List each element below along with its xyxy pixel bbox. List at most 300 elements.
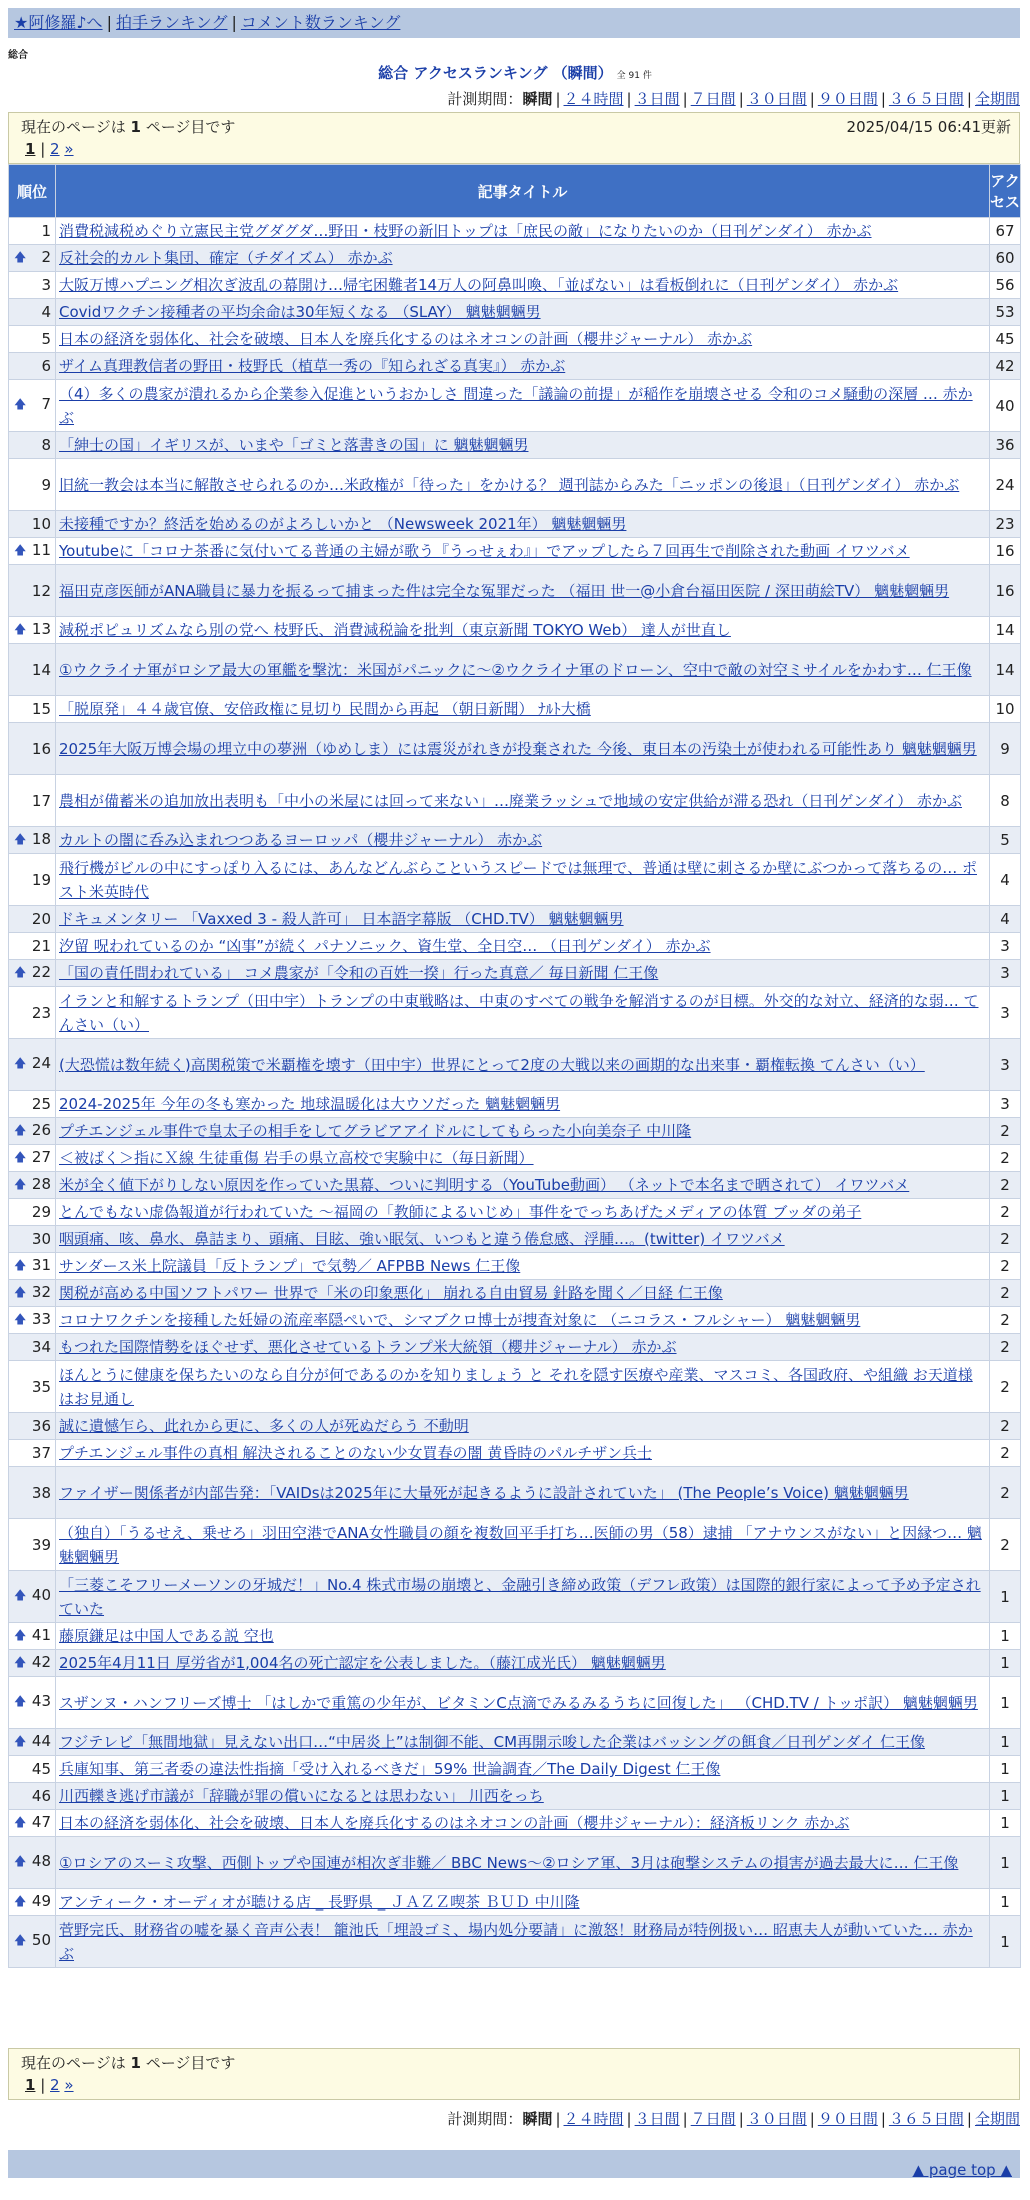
access-count: 2 bbox=[990, 1118, 1021, 1145]
page-info-prefix: 現在のページは bbox=[21, 118, 131, 136]
period-link-30d[interactable]: ３０日間 bbox=[746, 90, 807, 108]
nav-link-comment-ranking[interactable]: コメント数ランキング bbox=[240, 13, 401, 32]
table-row bbox=[9, 1810, 1021, 1837]
table-row bbox=[9, 723, 1021, 775]
arrow-up-icon: 🡅 bbox=[14, 964, 27, 979]
title-cell bbox=[56, 1467, 990, 1519]
title-cell bbox=[56, 380, 990, 432]
rank-cell bbox=[9, 1361, 56, 1413]
article-title-link[interactable]: 菅野完氏、財務省の嘘を暴く音声公表！ 籠池氏「埋設ゴミ、場内処分要請」に激怒！財務局が特例扱い… 昭恵夫人が動いていた… 赤かぶ bbox=[59, 1920, 973, 1963]
title-cell bbox=[56, 1837, 990, 1889]
article-title-link[interactable]: 関税が高める中国ソフトパワー 世界で「米の印象悪化」 崩れる自由貿易 針路を聞く／日経 仁王像 bbox=[59, 1284, 723, 1302]
article-title-link[interactable]: 旧統一教会は本当に解散させられるのか…米政権が「待った」をかける？ 週刊誌からみた「ニッポンの後退」（日刊ゲンダイ） 赤かぶ bbox=[59, 475, 960, 494]
rank-number: 15 bbox=[31, 700, 51, 718]
rank-cell bbox=[9, 565, 56, 617]
access-count: 40 bbox=[990, 380, 1021, 432]
article-title-link[interactable]: ドキュメンタリー 「Vaxxed 3 - 殺人許可」 日本語字幕版 （CHD.TV） 魑魅魍魎男 bbox=[59, 910, 624, 928]
article-title-link[interactable]: 川西轢き逃げ市議が「辞職が罪の償いになるとは思わない」 川西をっち bbox=[59, 1787, 544, 1805]
rank-number: 25 bbox=[31, 1095, 51, 1113]
access-count: 60 bbox=[990, 245, 1021, 272]
title-cell bbox=[56, 538, 990, 565]
pager-next-bottom[interactable]: » bbox=[64, 2076, 74, 2094]
rank-cell bbox=[9, 1091, 56, 1118]
rank-number: 3 bbox=[41, 276, 51, 294]
article-title-link[interactable]: 福田克彦医師がANA職員に暴力を振るって捕まった件は完全な冤罪だった （福田 世一@小倉台福田医院 / 深田萌絵TV） 魑魅魍魎男 bbox=[59, 581, 950, 600]
article-title-link[interactable]: ＜被ばく＞指にＸ線 生徒重傷 岩手の県立高校で実験中に（毎日新聞） bbox=[59, 1149, 534, 1167]
arrow-up-icon: 🡅 bbox=[14, 1149, 27, 1164]
arrow-up-icon: 🡅 bbox=[14, 1694, 27, 1708]
article-title-link[interactable]: イランと和解するトランプ（田中宇）トランプの中東戦略は、中東のすべての戦争を解消するのが目標。外交的な対立、経済的な弱… てんさい（い） bbox=[59, 991, 979, 1034]
title-cell bbox=[56, 1307, 990, 1334]
article-title-link[interactable]: 咽頭痛、咳、鼻水、鼻詰まり、頭痛、目眩、強い眠気、いつもと違う倦怠感、浮腫…。(twitter) イワツバメ bbox=[59, 1230, 785, 1248]
rank-number: 31 bbox=[31, 1255, 51, 1274]
article-title-link[interactable]: (大恐慌は数年続く)高関税策で米覇権を壊す（田中宇）世界にとって2度の大戦以来の画期的な出来事・覇権転換 てんさい（い） bbox=[59, 1055, 925, 1074]
rank-cell bbox=[9, 723, 56, 775]
period-link-90d[interactable]: ９０日間 bbox=[817, 90, 878, 108]
article-title-link[interactable]: アンティーク・オーディオが聴ける店 _ 長野県 _ ＪＡＺＺ喫茶 ＢＵＤ 中川隆 bbox=[59, 1893, 580, 1911]
period-selector-bottom: 計測期間：瞬間 | ２４時間 | ３日間 | ７日間 | ３０日間 | ９０日間 | ３６５日間 | 全期間 bbox=[447, 2110, 1020, 2128]
table-row bbox=[9, 1307, 1021, 1334]
table-row bbox=[9, 1280, 1021, 1307]
rank-number: 12 bbox=[31, 581, 51, 600]
header-title: 記事タイトル bbox=[56, 165, 990, 218]
page-info-current-bottom: 1 bbox=[130, 2054, 141, 2072]
article-title-link[interactable]: 「国の責任問われている」 コメ農家が「令和の百姓一揆」行った真意／ 毎日新聞 仁王像 bbox=[59, 964, 659, 982]
article-title-link[interactable]: 「三菱こそフリーメーソンの牙城だ！」No.4 株式市場の崩壊と、金融引き締め政策（デフレ政策）は国際的銀行家によって予め予定されていた bbox=[59, 1575, 981, 1618]
rank-number: 8 bbox=[41, 436, 51, 454]
article-title-link[interactable]: 飛行機がビルの中にすっぽり入るには、あんなどんぶらこというスピードでは無理で、普通は壁に刺さるか壁にぶつかって落ちるの… ポスト米英時代 bbox=[59, 858, 977, 901]
access-count: 2 bbox=[990, 1334, 1021, 1361]
rank-number: 19 bbox=[31, 870, 51, 889]
article-title-link[interactable]: 大阪万博ハプニング相次ぎ波乱の幕開け…帰宅困難者14万人の阿鼻叫喚、「並ばない」は看板倒れに（日刊ゲンダイ） 赤かぶ bbox=[59, 276, 899, 294]
access-count: 2 bbox=[990, 1172, 1021, 1199]
title-cell bbox=[56, 299, 990, 326]
access-count: 1 bbox=[990, 1677, 1021, 1729]
article-title-link[interactable]: コロナワクチンを接種した妊婦の流産率隠ぺいで、シマブクロ博士が捜査対象に （ニコラス・フルシャー） 魑魅魍魎男 bbox=[59, 1311, 861, 1329]
table-row bbox=[9, 565, 1021, 617]
rank-number: 46 bbox=[31, 1787, 51, 1805]
access-count: 16 bbox=[990, 538, 1021, 565]
table-row bbox=[9, 644, 1021, 696]
article-title-link[interactable]: ①ウクライナ軍がロシア最大の軍艦を撃沈：米国がパニックに～②ウクライナ軍のドローン、空中で敵の対空ミサイルをかわす… 仁王像 bbox=[59, 660, 972, 679]
article-title-link[interactable]: 兵庫知事、第三者委の違法性指摘「受け入れるべきだ」59% 世論調査／The Daily Digest 仁王像 bbox=[59, 1760, 721, 1778]
access-count: 2 bbox=[990, 1440, 1021, 1467]
rank-cell bbox=[9, 1677, 56, 1729]
rank-cell bbox=[9, 1334, 56, 1361]
access-count: 14 bbox=[990, 617, 1021, 644]
article-title-link[interactable]: とんでもない虚偽報道が行われていた ～福岡の「教師によるいじめ」事件をでっちあげたメディアの体質 ブッダの弟子 bbox=[59, 1203, 862, 1221]
article-title-link[interactable]: 消費税減税めぐり立憲民主党グダグダ…野田・枝野の新旧トップは「庶民の敵」になりたいのか（日刊ゲンダイ） 赤かぶ bbox=[59, 222, 872, 240]
rank-number: 37 bbox=[31, 1444, 51, 1462]
page-top-link[interactable]: ▲ page top ▲ bbox=[912, 2161, 1012, 2179]
arrow-up-icon: 🡅 bbox=[14, 1311, 27, 1326]
title-cell bbox=[56, 1039, 990, 1091]
title-cell bbox=[56, 987, 990, 1039]
title-cell bbox=[56, 1889, 990, 1916]
table-row bbox=[9, 459, 1021, 511]
arrow-up-icon: 🡅 bbox=[14, 397, 27, 411]
article-title-link[interactable]: 日本の経済を弱体化、社会を破壊、日本人を廃兵化するのはネオコンの計画（櫻井ジャーナル） 赤かぶ bbox=[59, 330, 753, 348]
rank-cell bbox=[9, 1519, 56, 1571]
table-row bbox=[9, 1413, 1021, 1440]
access-count: 5 bbox=[990, 827, 1021, 854]
title-cell bbox=[56, 1361, 990, 1413]
access-count: 1 bbox=[990, 1783, 1021, 1810]
access-count: 1 bbox=[990, 1756, 1021, 1783]
access-count: 3 bbox=[990, 960, 1021, 987]
rank-number: 34 bbox=[31, 1338, 51, 1356]
article-title-link[interactable]: 未接種ですか？終活を始めるのがよろしいかと （Newsweek 2021年） 魑魅魍魎男 bbox=[59, 515, 627, 533]
title-cell bbox=[56, 1571, 990, 1623]
rank-cell bbox=[9, 617, 56, 644]
rank-cell bbox=[9, 459, 56, 511]
article-title-link[interactable]: （独自）「うるせえ、乗せろ」羽田空港でANA女性職員の顔を複数回平手打ち…医師の男（58）逮捕 「アナウンスがない」と因縁つ… 魑魅魍魎男 bbox=[59, 1523, 982, 1566]
rank-number: 33 bbox=[31, 1309, 51, 1328]
article-title-link[interactable]: ザイム真理教信者の野田・枝野氏（植草一秀の『知られざる真実』） 赤かぶ bbox=[59, 357, 566, 375]
rank-cell bbox=[9, 1783, 56, 1810]
rank-number: 6 bbox=[41, 357, 51, 375]
article-title-link[interactable]: 農相が備蓄米の追加放出表明も「中小の米屋には回って来ない」…廃業ラッシュで地域の安定供給が滞る恐れ（日刊ゲンダイ） 赤かぶ bbox=[59, 791, 962, 810]
rank-cell bbox=[9, 775, 56, 827]
article-title-link[interactable]: ファイザー関係者が内部告発：「VAIDsは2025年に大量死が起きるように設計されていた」 (The People’s Voice) 魑魅魍魎男 bbox=[59, 1483, 909, 1502]
table-row bbox=[9, 1623, 1021, 1650]
updated-timestamp: 2025/04/15 06:41更新 bbox=[846, 118, 1011, 136]
rank-cell bbox=[9, 1226, 56, 1253]
rank-number: 27 bbox=[31, 1147, 51, 1166]
period-label: 計測期間： bbox=[447, 90, 523, 108]
table-row bbox=[9, 1226, 1021, 1253]
rank-number: 7 bbox=[41, 395, 51, 413]
arrow-up-icon: 🡅 bbox=[14, 1284, 27, 1299]
rank-number: 9 bbox=[41, 475, 51, 494]
ranking-table-body bbox=[9, 218, 1021, 1968]
arrow-up-icon: 🡅 bbox=[14, 1627, 27, 1642]
article-title-link[interactable]: 汐留 呪われているのか “凶事”が続く パナソニック、資生堂、全日空… （日刊ゲンダイ） 赤かぶ bbox=[59, 937, 711, 955]
rank-cell bbox=[9, 933, 56, 960]
title-cell bbox=[56, 511, 990, 538]
table-row bbox=[9, 1916, 1021, 1968]
rank-number: 13 bbox=[31, 619, 51, 638]
rank-cell bbox=[9, 1172, 56, 1199]
rank-number: 50 bbox=[31, 1931, 51, 1949]
table-row bbox=[9, 933, 1021, 960]
table-row bbox=[9, 272, 1021, 299]
rank-cell bbox=[9, 1889, 56, 1916]
access-count: 9 bbox=[990, 723, 1021, 775]
rank-number: 42 bbox=[31, 1652, 51, 1671]
total-count: 全 91 件 bbox=[616, 71, 652, 81]
article-title-link[interactable]: Youtubeに「コロナ茶番に気付いてる普通の主婦が歌う『うっせぇわ』」でアップしたら７回再生で削除された動画 イワツバメ bbox=[59, 542, 910, 560]
title-cell bbox=[56, 1756, 990, 1783]
rank-cell bbox=[9, 906, 56, 933]
rank-number: 14 bbox=[31, 660, 51, 679]
article-title-link[interactable]: フジテレビ「無間地獄」見えない出口…“中居炎上”は制御不能、CM再開示唆した企業はバッシングの餌食／日刊ゲンダイ 仁王像 bbox=[59, 1733, 925, 1751]
table-row bbox=[9, 1650, 1021, 1677]
table-row bbox=[9, 1467, 1021, 1519]
rank-cell bbox=[9, 380, 56, 432]
title-cell bbox=[56, 1091, 990, 1118]
rank-number: 29 bbox=[31, 1203, 51, 1221]
access-count: 16 bbox=[990, 565, 1021, 617]
rank-cell bbox=[9, 1145, 56, 1172]
arrow-up-icon: 🡅 bbox=[14, 1654, 27, 1669]
rank-cell bbox=[9, 538, 56, 565]
rank-cell bbox=[9, 1307, 56, 1334]
table-row bbox=[9, 1756, 1021, 1783]
rank-cell bbox=[9, 1253, 56, 1280]
title-cell bbox=[56, 1280, 990, 1307]
title-cell bbox=[56, 326, 990, 353]
title-cell bbox=[56, 1172, 990, 1199]
title-cell bbox=[56, 617, 990, 644]
access-count: 2 bbox=[990, 1226, 1021, 1253]
rank-cell bbox=[9, 299, 56, 326]
table-row bbox=[9, 1571, 1021, 1623]
rank-number: 38 bbox=[31, 1483, 51, 1502]
arrow-up-icon: 🡅 bbox=[14, 1588, 27, 1602]
title-cell bbox=[56, 827, 990, 854]
table-row bbox=[9, 1361, 1021, 1413]
article-title-link[interactable]: カルトの闇に呑み込まれつつあるヨーロッパ（櫻井ジャーナル） 赤かぶ bbox=[59, 831, 543, 849]
title-cell bbox=[56, 245, 990, 272]
period-link-3d-bottom[interactable]: ３日間 bbox=[634, 2110, 680, 2128]
access-count: 53 bbox=[990, 299, 1021, 326]
rank-cell bbox=[9, 511, 56, 538]
rank-number: 17 bbox=[31, 791, 51, 810]
rank-cell bbox=[9, 1729, 56, 1756]
access-count: 8 bbox=[990, 775, 1021, 827]
nav-separator: | bbox=[231, 13, 237, 32]
article-title-link[interactable]: もつれた国際情勢をほぐせず、悪化させているトランプ米大統領（櫻井ジャーナル） 赤かぶ bbox=[59, 1338, 677, 1356]
access-count: 3 bbox=[990, 987, 1021, 1039]
article-title-link[interactable]: 2024-2025年 今年の冬も寒かった 地球温暖化は大ウソだった 魑魅魍魎男 bbox=[59, 1095, 561, 1113]
table-row bbox=[9, 245, 1021, 272]
period-link-7d[interactable]: ７日間 bbox=[690, 90, 736, 108]
article-title-link[interactable]: 2025年4月11日 厚労省が1,004名の死亡認定を公表しました。（藤江成光氏） 魑魅魍魎男 bbox=[59, 1654, 666, 1672]
rank-number: 10 bbox=[31, 515, 51, 533]
rank-number: 44 bbox=[31, 1731, 51, 1750]
bottom-bar bbox=[8, 2150, 1020, 2178]
article-title-link[interactable]: プチエンジェル事件の真相 解決されることのない少女買春の闇 黄昏時のパルチザン兵士 bbox=[59, 1444, 652, 1462]
rank-number: 21 bbox=[31, 937, 51, 955]
rank-cell bbox=[9, 696, 56, 723]
title-cell bbox=[56, 1413, 990, 1440]
title-cell bbox=[56, 1810, 990, 1837]
access-count: 1 bbox=[990, 1889, 1021, 1916]
title-cell bbox=[56, 1334, 990, 1361]
article-title-link[interactable]: 米が全く値下がりしない原因を作っていた黒幕、ついに判明する（YouTube動画） （ネットで本名まで晒されて） イワツバメ bbox=[59, 1176, 910, 1194]
article-title-link[interactable]: 「紳士の国」イギリスが、いまや「ゴミと落書きの国」に 魑魅魍魎男 bbox=[59, 436, 529, 454]
arrow-up-icon: 🡅 bbox=[14, 249, 27, 264]
table-row bbox=[9, 617, 1021, 644]
table-row bbox=[9, 1145, 1021, 1172]
period-link-3d[interactable]: ３日間 bbox=[634, 90, 680, 108]
rank-number: 23 bbox=[31, 1003, 51, 1022]
table-row bbox=[9, 1519, 1021, 1571]
rank-number: 40 bbox=[31, 1586, 51, 1604]
article-title-link[interactable]: ほんとうに健康を保ちたいのなら自分が何であるのかを知りましょう と それを隠す医療や産業、マスコミ、各国政府、や組織 お天道様はお見通し bbox=[59, 1365, 973, 1408]
pager-current-page: 1 bbox=[25, 140, 36, 158]
arrow-up-icon: 🡅 bbox=[14, 1814, 27, 1829]
nav-separator: | bbox=[106, 13, 112, 32]
period-link-365d[interactable]: ３６５日間 bbox=[888, 90, 964, 108]
period-link-90d-bottom[interactable]: ９０日間 bbox=[817, 2110, 878, 2128]
rank-number: 32 bbox=[31, 1282, 51, 1301]
rank-cell bbox=[9, 1118, 56, 1145]
rank-number: 16 bbox=[31, 739, 51, 758]
title-cell bbox=[56, 1519, 990, 1571]
article-title-link[interactable]: 減税ポピュリズムなら別の党へ 枝野氏、消費減税論を批判（東京新聞 TOKYO Web） 達人が世直し bbox=[59, 621, 731, 639]
rank-cell bbox=[9, 218, 56, 245]
arrow-up-icon: 🡅 bbox=[14, 542, 27, 557]
table-row bbox=[9, 1783, 1021, 1810]
table-row bbox=[9, 1889, 1021, 1916]
article-title-link[interactable]: プチエンジェル事件で皇太子の相手をしてグラビアアイドルにしてもらった小向美奈子 中川隆 bbox=[59, 1122, 692, 1140]
access-count: 4 bbox=[990, 854, 1021, 906]
article-title-link[interactable]: ①ロシアのスーミ攻撃、西側トップや国連が相次ぎ非難／ BBC News～②ロシア軍、3月は砲撃システムの損害が過去最大に… 仁王像 bbox=[59, 1853, 959, 1872]
period-link-all-bottom[interactable]: 全期間 bbox=[974, 2110, 1020, 2128]
access-count: 45 bbox=[990, 326, 1021, 353]
rank-number: 26 bbox=[31, 1120, 51, 1139]
title-cell bbox=[56, 854, 990, 906]
article-title-link[interactable]: サンダース米上院議員「反トランプ」で気勢／ AFPBB News 仁王像 bbox=[59, 1257, 521, 1275]
rank-cell bbox=[9, 1440, 56, 1467]
article-title-link[interactable]: 日本の経済を弱体化、社会を破壊、日本人を廃兵化するのはネオコンの計画（櫻井ジャーナル）：経済板リンク 赤かぶ bbox=[59, 1814, 850, 1832]
table-row bbox=[9, 1440, 1021, 1467]
title-cell bbox=[56, 1118, 990, 1145]
article-title-link[interactable]: （4）多くの農家が潰れるから企業参入促進というおかしさ 間違った「議論の前提」が稲作を崩壊させる 令和のコメ騒動の深層 … 赤かぶ bbox=[59, 384, 973, 427]
access-count: 10 bbox=[990, 696, 1021, 723]
article-title-link[interactable]: 「脱原発」４４歳官僚、安倍政権に見切り 民間から再起 （朝日新聞） ﾅﾙﾄ大橋 bbox=[59, 700, 591, 718]
title-cell bbox=[56, 644, 990, 696]
access-count: 42 bbox=[990, 353, 1021, 380]
period-link-7d-bottom[interactable]: ７日間 bbox=[690, 2110, 736, 2128]
title-cell bbox=[56, 1623, 990, 1650]
period-link-30d-bottom[interactable]: ３０日間 bbox=[746, 2110, 807, 2128]
access-count: 2 bbox=[990, 1145, 1021, 1172]
rank-cell bbox=[9, 960, 56, 987]
page-title-text: 総合 アクセスランキング （瞬間） bbox=[378, 64, 613, 82]
period-link-24h[interactable]: ２４時間 bbox=[563, 90, 624, 108]
rank-cell bbox=[9, 272, 56, 299]
rank-cell bbox=[9, 1039, 56, 1091]
rank-cell bbox=[9, 827, 56, 854]
title-cell bbox=[56, 1440, 990, 1467]
rank-number: 30 bbox=[31, 1230, 51, 1248]
title-cell bbox=[56, 1253, 990, 1280]
rank-number: 49 bbox=[31, 1891, 51, 1910]
article-title-link[interactable]: スザンヌ・ハンフリーズ博士 「はしかで重篤の少年が、ビタミンC点滴でみるみるうちに回復した」 （CHD.TV / トッポ訳） 魑魅魍魎男 bbox=[59, 1693, 978, 1712]
arrow-up-icon: 🡅 bbox=[14, 1257, 27, 1272]
pager-next[interactable]: » bbox=[64, 140, 74, 158]
access-count: 1 bbox=[990, 1837, 1021, 1889]
arrow-up-icon: 🡅 bbox=[14, 1176, 27, 1191]
home-link[interactable]: ★阿修羅♪へ bbox=[14, 13, 103, 32]
article-title-link[interactable]: 2025年大阪万博会場の埋立中の夢洲（ゆめしま）には震災がれきが投棄された 今後、東日本の汚染土が使われる可能性あり 魑魅魍魎男 bbox=[59, 739, 977, 758]
title-cell bbox=[56, 933, 990, 960]
table-row bbox=[9, 854, 1021, 906]
pager-current-page-bottom: 1 bbox=[25, 2076, 36, 2094]
rank-cell bbox=[9, 245, 56, 272]
pager-page-2-bottom[interactable]: 2 bbox=[50, 2076, 60, 2094]
access-count: 2 bbox=[990, 1467, 1021, 1519]
arrow-up-icon: 🡅 bbox=[14, 1933, 27, 1947]
pager-page-2[interactable]: 2 bbox=[50, 140, 60, 158]
title-cell bbox=[56, 1145, 990, 1172]
access-count: 1 bbox=[990, 1810, 1021, 1837]
title-cell bbox=[56, 723, 990, 775]
period-link-365d-bottom[interactable]: ３６５日間 bbox=[888, 2110, 964, 2128]
page-info-top bbox=[8, 112, 1020, 164]
arrow-up-icon: 🡅 bbox=[14, 621, 27, 636]
page-info-current: 1 bbox=[130, 118, 141, 136]
access-count: 2 bbox=[990, 1307, 1021, 1334]
access-count: 3 bbox=[990, 1039, 1021, 1091]
pager-top: 1 | 2 » bbox=[25, 140, 74, 158]
title-cell bbox=[56, 1199, 990, 1226]
table-row bbox=[9, 775, 1021, 827]
title-cell bbox=[56, 1226, 990, 1253]
rank-number: 35 bbox=[31, 1377, 51, 1396]
article-title-link[interactable]: Covidワクチン接種者の平均余命は30年短くなる （SLAY） 魑魅魍魎男 bbox=[59, 303, 541, 321]
period-selector-top: 計測期間：瞬間 | ２４時間 | ３日間 | ７日間 | ３０日間 | ９０日間 | ３６５日間 | 全期間 bbox=[447, 90, 1020, 108]
period-link-24h-bottom[interactable]: ２４時間 bbox=[563, 2110, 624, 2128]
title-cell bbox=[56, 696, 990, 723]
rank-number: 28 bbox=[31, 1174, 51, 1193]
arrow-up-icon: 🡅 bbox=[14, 831, 27, 846]
table-row bbox=[9, 432, 1021, 459]
header-access: アクセス bbox=[990, 165, 1021, 218]
title-cell bbox=[56, 459, 990, 511]
table-row bbox=[9, 906, 1021, 933]
access-count: 1 bbox=[990, 1650, 1021, 1677]
access-count: 1 bbox=[990, 1729, 1021, 1756]
rank-number: 39 bbox=[31, 1535, 51, 1554]
period-link-all[interactable]: 全期間 bbox=[974, 90, 1020, 108]
access-count: 36 bbox=[990, 432, 1021, 459]
table-row bbox=[9, 353, 1021, 380]
pager-bottom: 1 | 2 » bbox=[25, 2076, 74, 2094]
top-nav-bar bbox=[8, 8, 1020, 38]
article-title-link[interactable]: 藤原鎌足は中国人である説 空也 bbox=[59, 1627, 274, 1645]
nav-link-applause-ranking[interactable]: 拍手ランキング bbox=[115, 13, 228, 32]
period-label-bottom: 計測期間： bbox=[447, 2110, 523, 2128]
title-cell bbox=[56, 775, 990, 827]
rank-cell bbox=[9, 1623, 56, 1650]
table-row bbox=[9, 960, 1021, 987]
rank-number: 45 bbox=[31, 1760, 51, 1778]
rank-cell bbox=[9, 1413, 56, 1440]
article-title-link[interactable]: 誠に遺憾乍ら、此れから更に、多くの人が死ぬだらう 不動明 bbox=[59, 1417, 469, 1435]
table-row bbox=[9, 1837, 1021, 1889]
article-title-link[interactable]: 反社会的カルト集団、確定（チダイズム） 赤かぶ bbox=[59, 249, 393, 267]
rank-cell bbox=[9, 1199, 56, 1226]
title-cell bbox=[56, 565, 990, 617]
rank-cell bbox=[9, 1810, 56, 1837]
access-count: 23 bbox=[990, 511, 1021, 538]
arrow-up-icon: 🡅 bbox=[14, 1056, 27, 1070]
rank-number: 48 bbox=[31, 1852, 51, 1870]
access-count: 67 bbox=[990, 218, 1021, 245]
table-header-row bbox=[9, 165, 1021, 218]
table-row bbox=[9, 1091, 1021, 1118]
table-row bbox=[9, 1334, 1021, 1361]
access-count: 3 bbox=[990, 1091, 1021, 1118]
rank-cell bbox=[9, 1916, 56, 1968]
table-row bbox=[9, 218, 1021, 245]
rank-cell bbox=[9, 353, 56, 380]
page-info-prefix-bottom: 現在のページは bbox=[21, 2054, 131, 2072]
